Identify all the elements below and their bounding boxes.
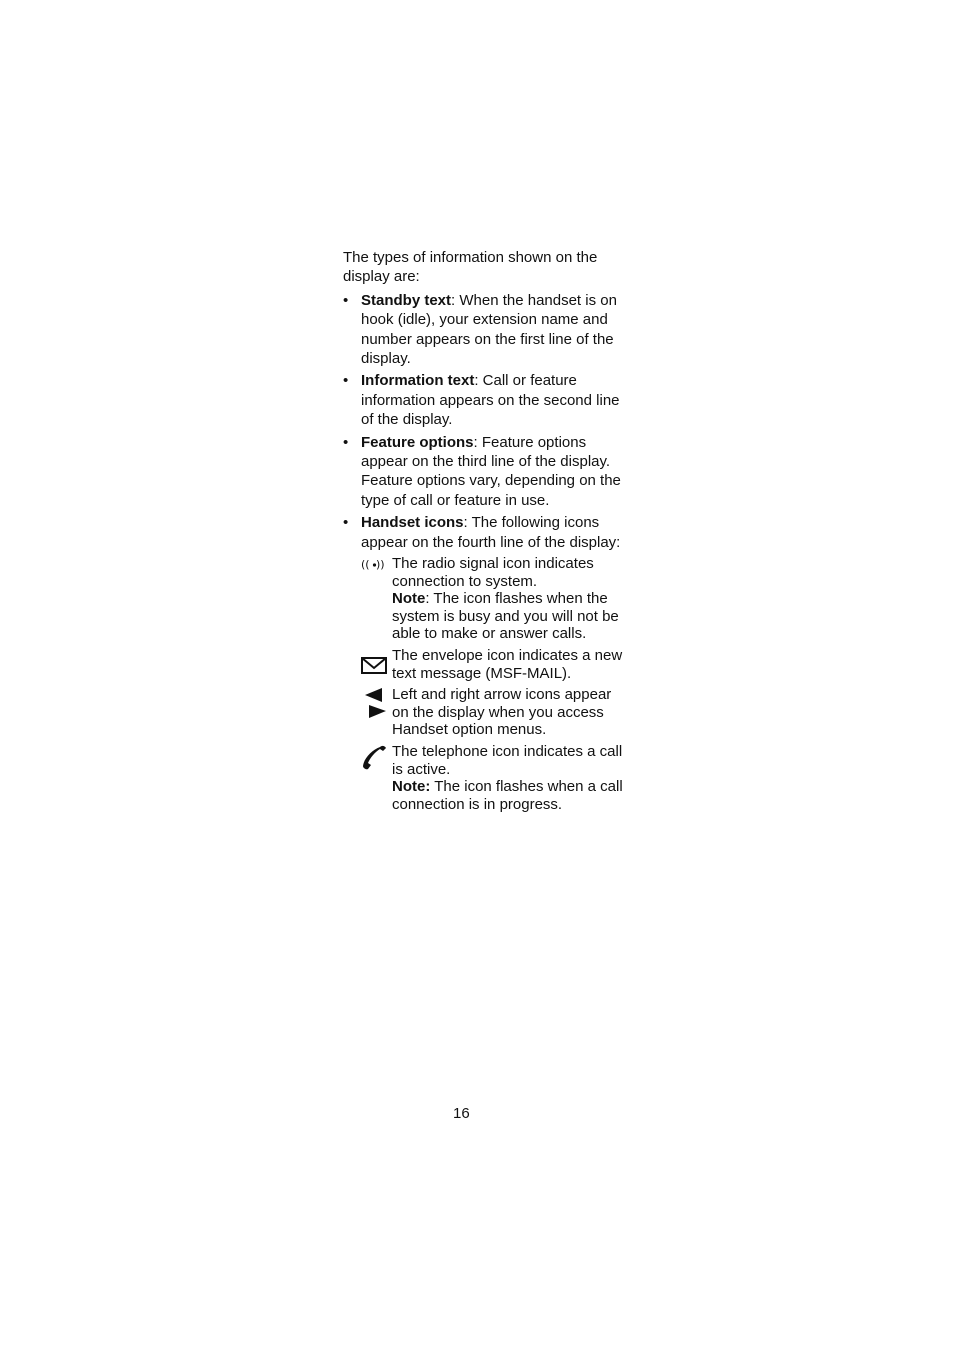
bullet-icon: • [343, 291, 349, 309]
bullet-extra-paragraph: Feature options vary, depending on the type of call or feature in use. [361, 472, 621, 509]
left-arrow-icon [365, 688, 382, 702]
icon-description: The envelope icon indicates a new text message (MSF-MAIL). [392, 647, 623, 682]
telephone-icon [361, 744, 389, 772]
note-text: : The icon flashes when the system is busy and you will not be able to make or answer calls. [392, 590, 619, 643]
display-info-list [343, 291, 623, 814]
bullet-term: Handset icons [361, 514, 464, 532]
bullet-term: Information text [361, 372, 475, 390]
bullet-description: : The following icons appear on the fourth line of the display: [361, 514, 621, 551]
icon-description: Left and right arrow icons appear on the display when you access Handset option menus. [392, 686, 612, 739]
icon-row-telephone [361, 743, 623, 813]
note-label: Note [392, 590, 426, 608]
bullet-feature-options [343, 433, 623, 511]
left-right-arrow-icons [361, 688, 389, 722]
icon-row-arrows [361, 686, 623, 739]
svg-text:)): )) [376, 558, 385, 572]
bullet-term: Standby text [361, 291, 452, 309]
radio-signal-icon [361, 556, 389, 572]
svg-text:((: (( [361, 558, 370, 572]
icon-row-radio-signal [361, 555, 623, 643]
icon-description: The radio signal icon indicates connection to system. [392, 555, 594, 590]
bullet-standby-text [343, 291, 623, 369]
page-number: 16 [453, 1105, 470, 1122]
instruction-text [343, 248, 623, 817]
bullet-information-text [343, 371, 623, 429]
envelope-icon [361, 657, 389, 675]
right-arrow-icon [369, 705, 386, 718]
bullet-description: : Call or feature information appears on the second line of the display. [361, 372, 620, 429]
bullet-description: : Feature options appear on the third line of the display. [361, 433, 611, 471]
note-text: The icon flashes when a call connection is in progress. [392, 778, 623, 813]
bullet-icon: • [343, 433, 349, 451]
bullet-icon: • [343, 514, 349, 532]
bullet-handset-icons [343, 513, 623, 813]
note-label: Note: [392, 778, 431, 796]
icon-description: The telephone icon indicates a call is active. [392, 743, 623, 778]
intro-paragraph: The types of information shown on the display are: [343, 249, 598, 286]
bullet-description: : When the handset is on hook (idle), your extension name and number appears on the first line of the display. [361, 291, 617, 368]
icon-row-envelope [361, 647, 623, 682]
bullet-icon: • [343, 372, 349, 390]
bullet-term: Feature options [361, 433, 474, 451]
handset-icon-list [361, 555, 623, 813]
